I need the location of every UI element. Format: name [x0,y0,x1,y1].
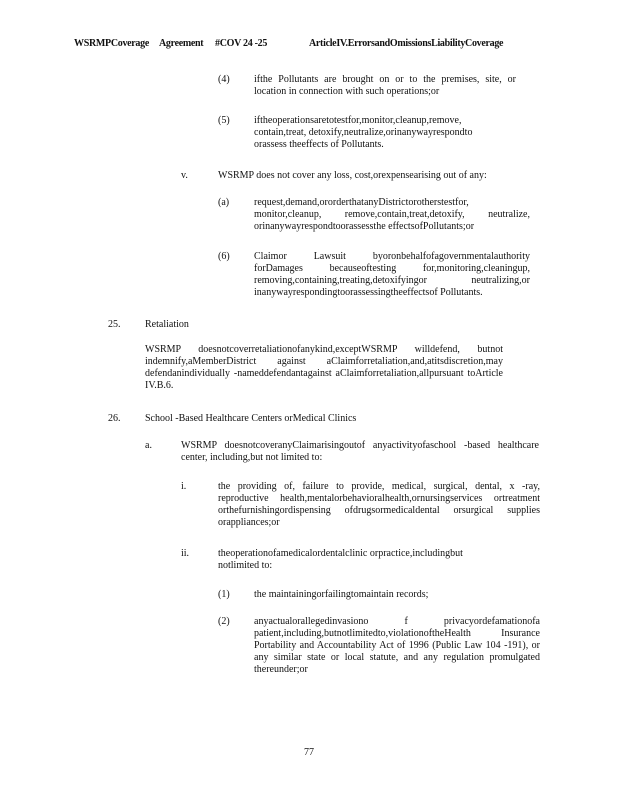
clause-v-a-label: (a) [218,197,230,208]
section-26-ii-text: theoperationofamedicalordentalclinic orpractice,includingbut notlimited to: [218,548,463,571]
item-4-text: ifthe Pollutants are brought on or to the premises, site, or location in connection with such operations;or [254,74,516,97]
item-5-text: iftheoperationsaretotestfor,monitor,cleanup,remove, contain,treat, detoxify,neutralize,orinanywayrespondto orassess theeffects of Pollutants. [254,115,473,150]
section-26-title: School -Based Healthcare Centers orMedical Clinics [145,413,357,424]
header-article: ArticleIV.ErrorsandOmissionsLiabilityCoverage [309,38,504,49]
section-26-i-label: i. [181,481,187,492]
section-26-a-text: WSRMP doesnotcoveranyClaimarisingoutof anyactivityofaschool -based healthcare center, including,but not limited to: [181,440,539,463]
section-26-ii-2-label: (2) [218,616,230,627]
section-26-ii-label: ii. [181,548,190,559]
clause-v-6-text: Claimor Lawsuit byoronbehalfofagovernmentalauthority forDamages becauseoftesting for,monitoring,cleaningup, removing,containing,treating,detoxifyingor neutralizing,or inanywayrespondingtoorassessingtheeffectsof Pollutants. [254,251,530,298]
section-25-text: WSRMP doesnotcoverretaliationofanykind,exceptWSRMP willdefend, butnot indemnify,aMemberDistrict against aClaimforretaliation,and,atitsdiscretion,may defendanindividually -nameddefendantagainst aClaimforretaliation,allpursuant toArticle IV.B.6. [145,344,503,391]
section-26-a-label: a. [145,440,152,451]
section-25-title: Retaliation [145,319,189,330]
header-doc-number: #COV 24 -25 [215,38,268,49]
section-26-number: 26. [108,413,121,424]
page-number: 77 [304,747,314,758]
item-4-label: (4) [218,74,230,85]
item-5-label: (5) [218,115,230,126]
section-26-ii-1-label: (1) [218,589,230,600]
section-26-i-text: the providing of, failure to provide, medical, surgical, dental, x -ray, reproductive health,mentalorbehavioralhealth,ornursingservices ortreatment orthefurnishingordispensing ofdrugsormedicaldental orsurgical supplies orappliances;or [218,481,540,528]
section-26-ii-2-text: anyactualorallegedinvasiono f privacyordefamationofa patient,including,butnotlimitedto,violationoftheHealth Insurance Portability and Accountability Act of 1996 (Public Law 104 -191), or any similar state or local statute, and any regulation promulgated thereunder;or [254,616,540,675]
section-25-number: 25. [108,319,121,330]
clause-v-6-label: (6) [218,251,230,262]
clause-v-a-text: request,demand,ororderthatanyDistrictorotherstestfor, monitor,cleanup, remove,contain,treat,detoxify, neutralize, orinanywayrespondtoorassessthe effectsofPollutants;or [254,197,530,232]
header-middle: Agreement [159,38,204,49]
section-26-ii-1-text: the maintainingorfailingtomaintain records; [254,589,429,600]
clause-v-text: WSRMP does not cover any loss, cost,orexpensearising out of any: [218,170,487,181]
clause-v-label: v. [181,170,188,181]
header-left: WSRMPCoverage [74,38,149,49]
